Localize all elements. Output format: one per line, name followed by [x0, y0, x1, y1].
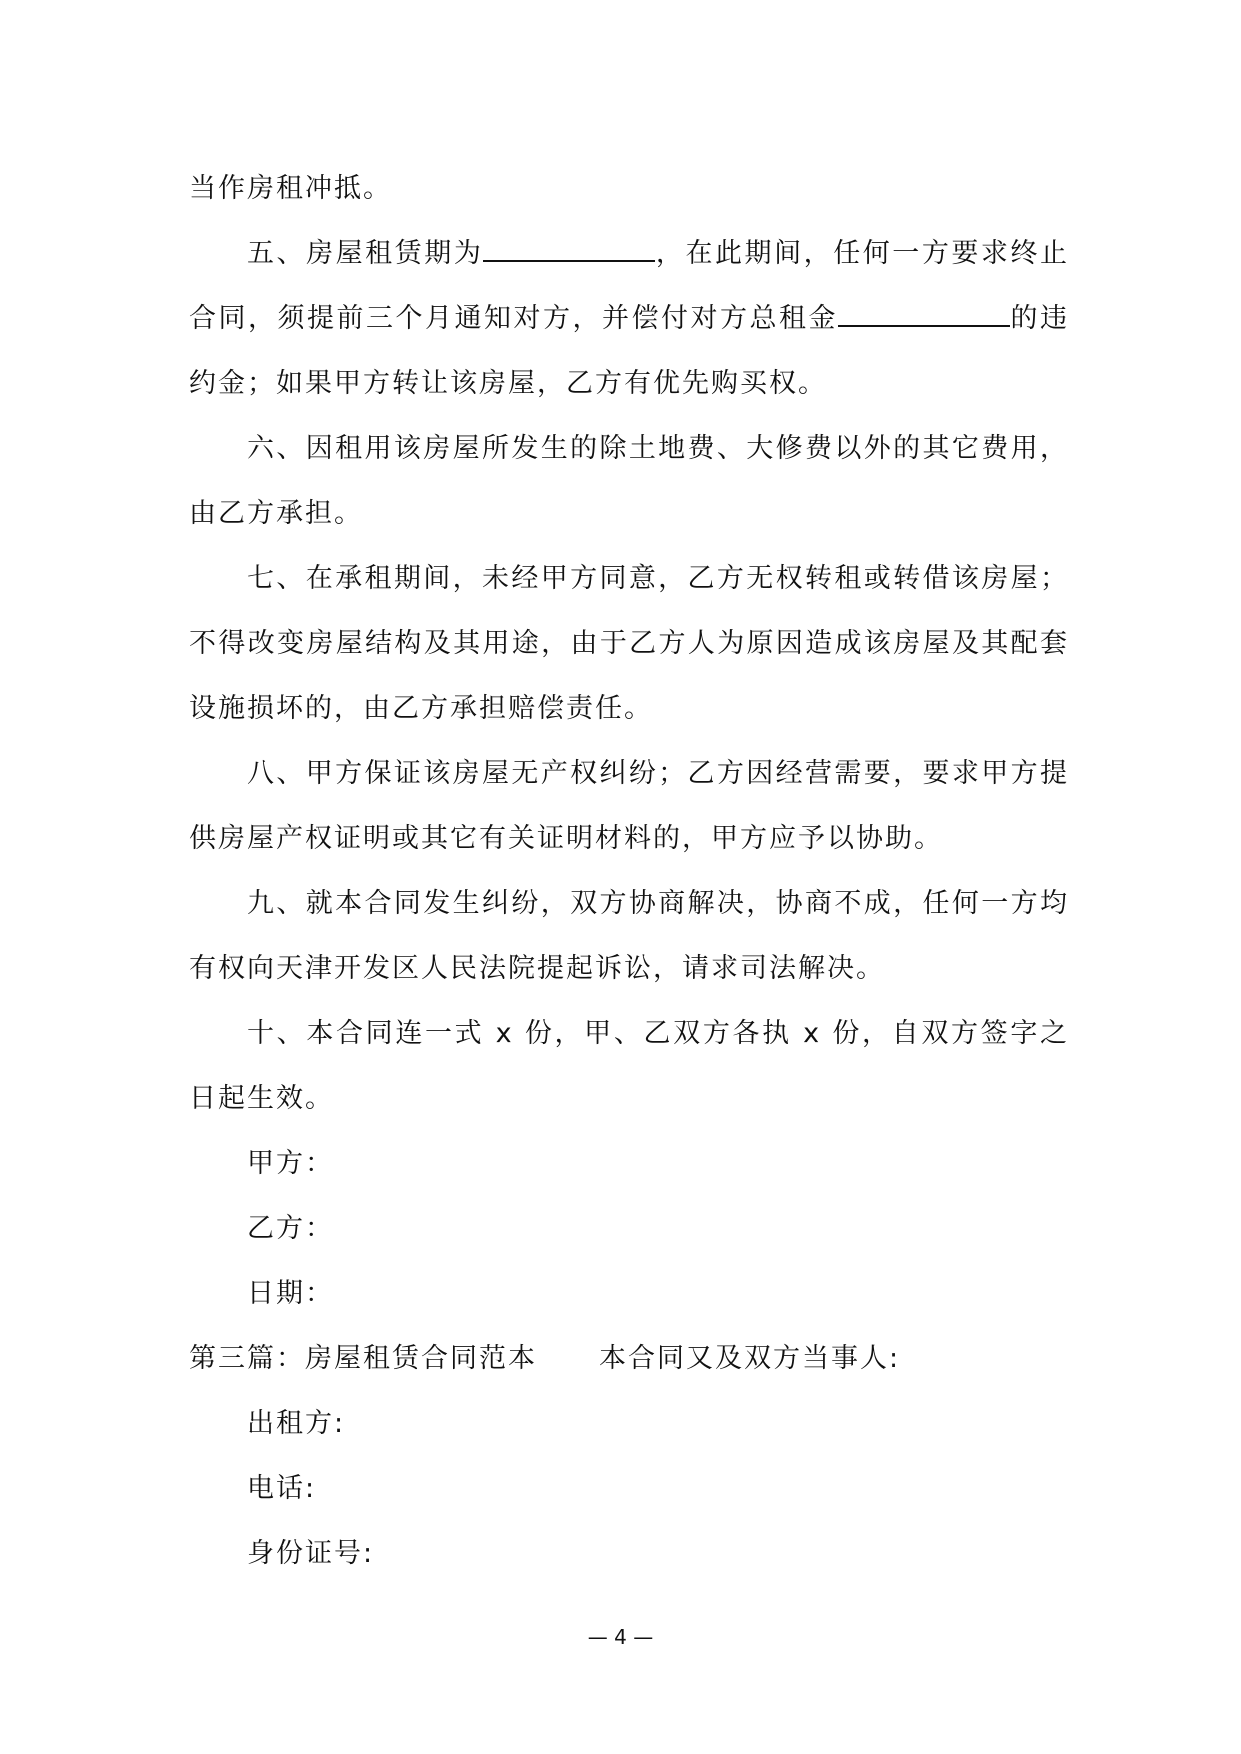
paragraph-article-8: 八、甲方保证该房屋无产权纠纷；乙方因经营需要，要求甲方提供房屋产权证明或其它有关证明材料的，甲方应予以协助。: [189, 758, 1069, 854]
field-id-number: 身份证号:: [247, 1538, 375, 1569]
section-heading: [189, 1326, 1069, 1391]
page-number: — 4 —: [587, 1625, 654, 1649]
paragraph-rent-offset: 当作房租冲抵。: [189, 173, 392, 204]
field-lessor: 出租方:: [247, 1408, 346, 1439]
signature-party-b: 乙方：: [247, 1213, 334, 1244]
paragraph-article-7: 七、在承租期间，未经甲方同意，乙方无权转租或转借该房屋；不得改变房屋结构及其用途，由于乙方人为原因造成该房屋及其配套设施损坏的，由乙方承担赔偿责任。: [189, 563, 1069, 724]
blank-penalty-amount: [838, 303, 1010, 327]
paragraph-article-6: 六、因租用该房屋所发生的除土地费、大修费以外的其它费用，由乙方承担。: [189, 433, 1069, 529]
paragraph-article-9: 九、就本合同发生纠纷，双方协商解决，协商不成，任何一方均有权向天津开发区人民法院提起诉讼，请求司法解决。: [189, 888, 1069, 984]
paragraph-article-10: 十、本合同连一式 x 份，甲、乙双方各执 x 份，自双方签字之日起生效。: [189, 1018, 1069, 1114]
signature-party-a: 甲方：: [247, 1148, 334, 1179]
signature-date: 日期：: [247, 1278, 334, 1309]
blank-lease-term: [483, 238, 655, 262]
paragraph-article-5: 五、房屋租赁期为 ，在此期间，任何一方要求终止合同，须提前三个月通知对方，并偿付对方总租金 的违约金；如果甲方转让该房屋，乙方有优先购买权。: [189, 238, 1070, 399]
field-phone: 电话:: [247, 1473, 317, 1504]
section-intro: 本合同又及双方当事人:: [599, 1343, 901, 1374]
document-body: [189, 156, 1069, 1586]
section-title: 第三篇：房屋租赁合同范本: [189, 1343, 537, 1374]
